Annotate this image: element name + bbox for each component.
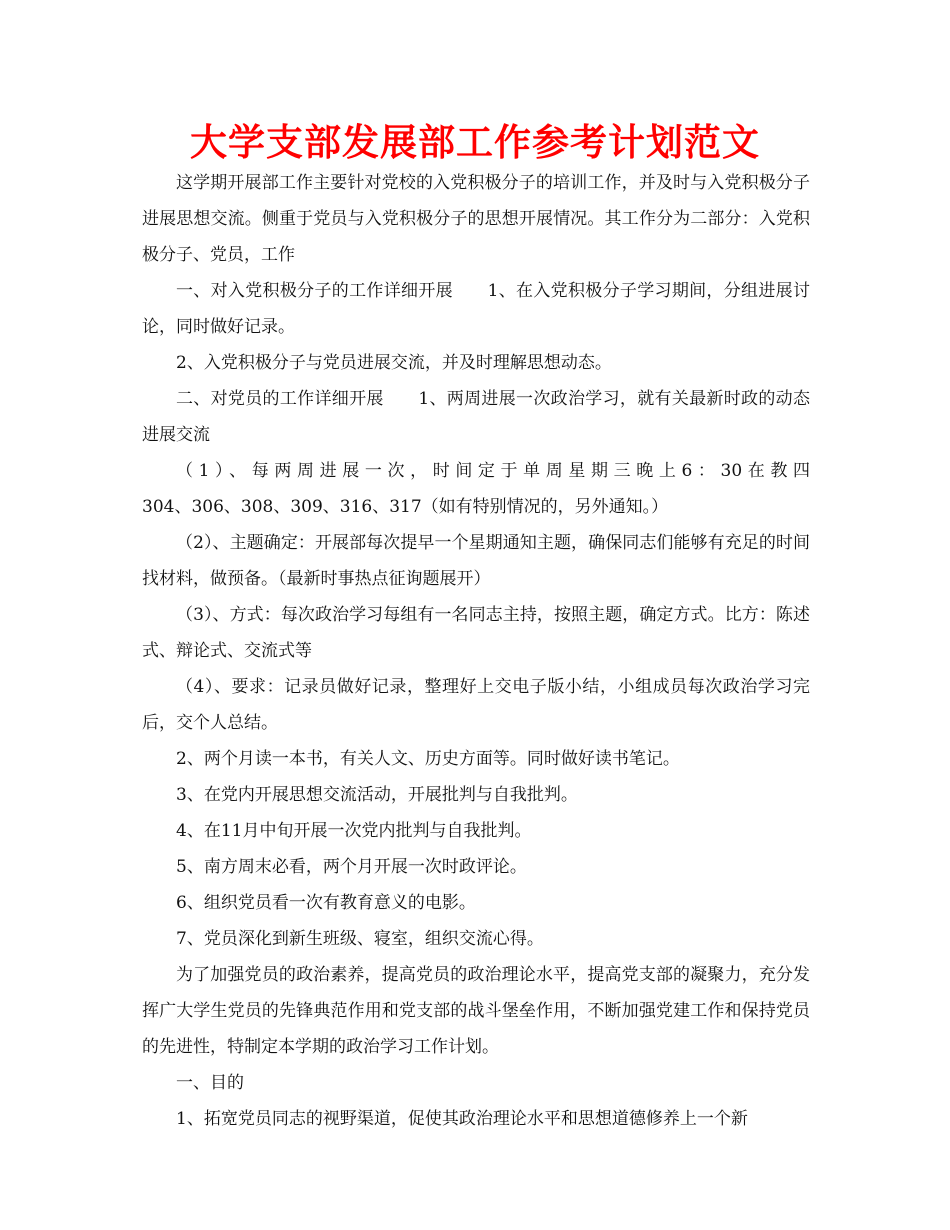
paragraph: 5、南方周末必看，两个月开展一次时政评论。 (176, 857, 527, 877)
paragraph: 3、在党内开展思想交流活动，开展批判与自我批判。 (176, 785, 578, 805)
paragraph: 6、组织党员看一次有教育意义的电影。 (176, 893, 476, 913)
document-body (142, 165, 810, 1137)
paragraph: 4、在11月中旬开展一次党内批判与自我批判。 (176, 821, 532, 841)
paragraph: 1、拓宽党员同志的视野渠道，促使其政治理论水平和思想道德修养上一个新 (176, 1109, 748, 1129)
paragraph: 这学期开展部工作主要针对党校的入党积极分子的培训工作，并及时与入党积极分子进展思想交流。侧重于党员与入党积极分子的思想开展情况。其工作分为二部分：入党积极分子、党员，工作 (142, 173, 810, 265)
paragraph: 二、对党员的工作详细开展 1、两周进展一次政治学习，就有关最新时政的动态进展交流 (142, 389, 810, 445)
paragraph: （4）、要求：记录员做好记录，整理好上交电子版小结，小组成员每次政治学习完后，交个人总结。 (142, 677, 810, 733)
paragraph: 2、入党积极分子与党员进展交流，并及时理解思想动态。 (176, 353, 612, 373)
paragraph: 一、对入党积极分子的工作详细开展 1、在入党积极分子学习期间，分组进展讨论，同时做好记录。 (142, 281, 810, 337)
paragraph: 一、目的 (176, 1073, 244, 1093)
paragraph: （3）、方式：每次政治学习每组有一名同志主持，按照主题，确定方式。比方：陈述式、辩论式、交流式等 (142, 605, 810, 661)
paragraph: （1）、每两周进展一次，时间定于单周星期三晚上6：30在教四 (176, 461, 810, 481)
paragraph: 7、党员深化到新生班级、寝室，组织交流心得。 (176, 929, 544, 949)
paragraph: 304、306、308、309、316、317（如有特别情况的，另外通知。） (142, 497, 669, 517)
paragraph: 2、两个月读一本书，有关人文、历史方面等。同时做好读书笔记。 (176, 749, 680, 769)
paragraph: 为了加强党员的政治素养，提高党员的政治理论水平，提高党支部的凝聚力，充分发挥广大学生党员的先锋典范作用和党支部的战斗堡垒作用，不断加强党建工作和保持党员的先进性，特制定本学期的政治学习工作计划。 (142, 965, 810, 1057)
document-title: 大学支部发展部工作参考计划范文 (190, 121, 760, 164)
paragraph: （2）、主题确定：开展部每次提早一个星期通知主题，确保同志们能够有充足的时间找材料，做预备。（最新时事热点征询题展开） (142, 533, 810, 589)
